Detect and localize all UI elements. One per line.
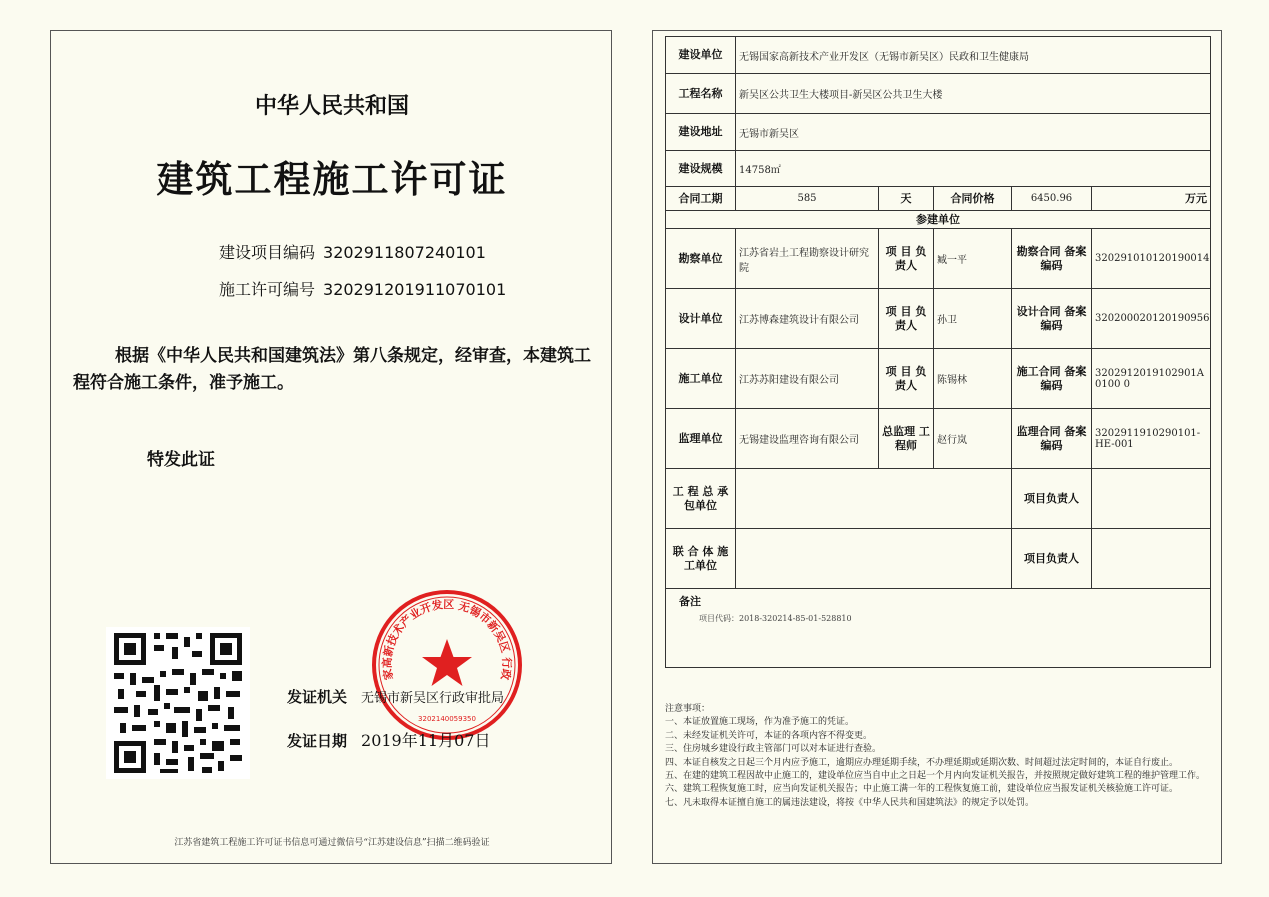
general-contractor-value bbox=[736, 469, 1012, 529]
legal-basis-text: 根据《中华人民共和国建筑法》第八条规定，经审查，本建筑工程符合施工条件，准予施工。 bbox=[73, 346, 591, 393]
joint-venture-person bbox=[1092, 529, 1211, 589]
period-label: 合同工期 bbox=[666, 187, 736, 211]
participant-unit: 江苏博森建筑设计有限公司 bbox=[736, 289, 879, 349]
seal-star-icon bbox=[422, 639, 472, 686]
issuer-value: 无锡市新吴区行政审批局 bbox=[361, 691, 505, 706]
general-contractor-label: 工 程 总 承包单位 bbox=[666, 469, 736, 529]
notice-item: 一、本证放置施工现场，作为准予施工的凭证。 bbox=[665, 717, 855, 728]
participant-record: 320291010120190014 bbox=[1092, 229, 1211, 289]
issuer-row bbox=[287, 686, 504, 707]
project-info-table bbox=[665, 36, 1211, 668]
special-issue-text: 特发此证 bbox=[147, 450, 215, 470]
project-name-value: 新吴区公共卫生大楼项目-新吴区公共卫生大楼 bbox=[736, 74, 1211, 114]
price-unit: 万元 bbox=[1092, 187, 1211, 211]
joint-venture-row bbox=[666, 529, 1211, 589]
participant-person: 陈锡林 bbox=[934, 349, 1012, 409]
remarks-cell bbox=[666, 589, 1211, 668]
participant-unit: 江苏省岩土工程勘察设计研究院 bbox=[736, 229, 879, 289]
period-unit: 天 bbox=[879, 187, 934, 211]
participant-row bbox=[666, 349, 1211, 409]
participant-person-label: 项 目 负责人 bbox=[879, 289, 934, 349]
participant-record: 3202911910290101-HE-001 bbox=[1092, 409, 1211, 469]
joint-venture-value bbox=[736, 529, 1012, 589]
permit-number-value: 320291201911070101 bbox=[323, 280, 507, 299]
project-code-row bbox=[219, 240, 486, 263]
remarks-label: 备注 bbox=[679, 595, 701, 608]
official-seal bbox=[369, 587, 525, 743]
certificate-title: 建筑工程施工许可证 bbox=[156, 158, 508, 201]
participant-record-label: 设计合同 备案编码 bbox=[1012, 289, 1092, 349]
project-code-value: 3202911807240101 bbox=[323, 243, 486, 262]
issue-date-label: 发证日期 bbox=[287, 732, 348, 750]
joint-venture-label: 联 合 体 施工单位 bbox=[666, 529, 736, 589]
price-label: 合同价格 bbox=[934, 187, 1012, 211]
participant-person-label: 项 目 负责人 bbox=[879, 349, 934, 409]
notice-item: 二、未经发证机关许可，本证的各项内容不得变更。 bbox=[665, 730, 873, 741]
participant-row bbox=[666, 409, 1211, 469]
project-name-label: 工程名称 bbox=[666, 74, 736, 114]
participant-person: 赵行岚 bbox=[934, 409, 1012, 469]
permit-number-label: 施工许可编号 bbox=[219, 280, 316, 299]
qr-code bbox=[106, 627, 250, 779]
site-row bbox=[666, 114, 1211, 151]
notice-item: 四、本证自核发之日起三个月内应予施工，逾期应办理延期手续，不办理延期或延期次数、时间超过法定时间的，本证自行废止。 bbox=[665, 757, 1179, 768]
participant-person: 臧一平 bbox=[934, 229, 1012, 289]
participant-person-label: 项 目 负责人 bbox=[879, 229, 934, 289]
remarks-project-code: 项目代码：2018-320214-85-01-528810 bbox=[699, 614, 852, 623]
participant-record-label: 监理合同 备案编码 bbox=[1012, 409, 1092, 469]
seal-arc-path: 家高新技术产业开发区 无锡市新吴区 行政 bbox=[380, 598, 514, 681]
verification-footer: 江苏省建筑工程施工许可证书信息可通过微信号“江苏建设信息”扫描二维码验证 bbox=[174, 838, 490, 848]
participant-role: 施工单位 bbox=[666, 349, 736, 409]
remarks-row bbox=[666, 589, 1211, 668]
qr-code-graphic bbox=[110, 629, 246, 777]
participant-record-label: 施工合同 备案编码 bbox=[1012, 349, 1092, 409]
notice-title: 注意事项： bbox=[665, 704, 711, 714]
period-price-row bbox=[666, 187, 1211, 211]
issuer-label: 发证机关 bbox=[287, 688, 348, 706]
notice-item: 六、建筑工程恢复施工时，应当向发证机关报告；中止施工满一年的工程恢复施工前，建设单位应当报发证机关核验施工许可证。 bbox=[665, 784, 1179, 795]
price-value: 6450.96 bbox=[1012, 187, 1092, 211]
participant-role: 勘察单位 bbox=[666, 229, 736, 289]
participants-heading: 参建单位 bbox=[666, 211, 1211, 229]
participant-person: 孙卫 bbox=[934, 289, 1012, 349]
builder-label: 建设单位 bbox=[666, 37, 736, 74]
general-contractor-person bbox=[1092, 469, 1211, 529]
builder-value: 无锡国家高新技术产业开发区（无锡市新吴区）民政和卫生健康局 bbox=[736, 37, 1211, 74]
joint-venture-person-label: 项目负责人 bbox=[1012, 529, 1092, 589]
builder-row bbox=[666, 37, 1211, 74]
permit-number-row bbox=[219, 277, 506, 300]
country-heading: 中华人民共和国 bbox=[254, 94, 409, 119]
scale-row bbox=[666, 151, 1211, 187]
participant-person-label: 总监理 工程师 bbox=[879, 409, 934, 469]
general-contractor-person-label: 项目负责人 bbox=[1012, 469, 1092, 529]
notices-list bbox=[665, 703, 1210, 810]
participant-unit: 无锡建设监理咨询有限公司 bbox=[736, 409, 879, 469]
participant-role: 监理单位 bbox=[666, 409, 736, 469]
issue-date-row bbox=[287, 728, 490, 751]
participant-record: 320200020120190956 bbox=[1092, 289, 1211, 349]
scale-label: 建设规模 bbox=[666, 151, 736, 187]
notice-item: 三、住房城乡建设行政主管部门可以对本证进行查验。 bbox=[665, 744, 882, 755]
project-code-label: 建设项目编码 bbox=[219, 243, 316, 262]
participant-row bbox=[666, 229, 1211, 289]
certificate-front-page bbox=[50, 30, 612, 864]
participant-role: 设计单位 bbox=[666, 289, 736, 349]
participant-unit: 江苏苏阳建设有限公司 bbox=[736, 349, 879, 409]
site-label: 建设地址 bbox=[666, 114, 736, 151]
scale-value: 14758㎡ bbox=[736, 151, 1211, 187]
site-value: 无锡市新吴区 bbox=[736, 114, 1211, 151]
project-name-row bbox=[666, 74, 1211, 114]
participants-heading-row bbox=[666, 211, 1211, 229]
seal-number: 3202140059350 bbox=[418, 715, 476, 723]
notice-item: 五、在建的建筑工程因故中止施工的，建设单位应当自中止之日起一个月内向发证机关报告，并按照规定做好建筑工程的维护管理工作。 bbox=[665, 771, 1206, 782]
participant-row bbox=[666, 289, 1211, 349]
issue-date-value: 2019年11月07日 bbox=[361, 731, 491, 750]
certificate-details-page bbox=[652, 30, 1222, 864]
notice-item: 七、凡未取得本证擅自施工的属违法建设，将按《中华人民共和国建筑法》的规定予以处罚。 bbox=[665, 797, 1035, 808]
general-contractor-row bbox=[666, 469, 1211, 529]
participant-record-label: 勘察合同 备案编码 bbox=[1012, 229, 1092, 289]
period-value: 585 bbox=[736, 187, 879, 211]
participant-record: 3202912019102901A0100 0 bbox=[1092, 349, 1211, 409]
